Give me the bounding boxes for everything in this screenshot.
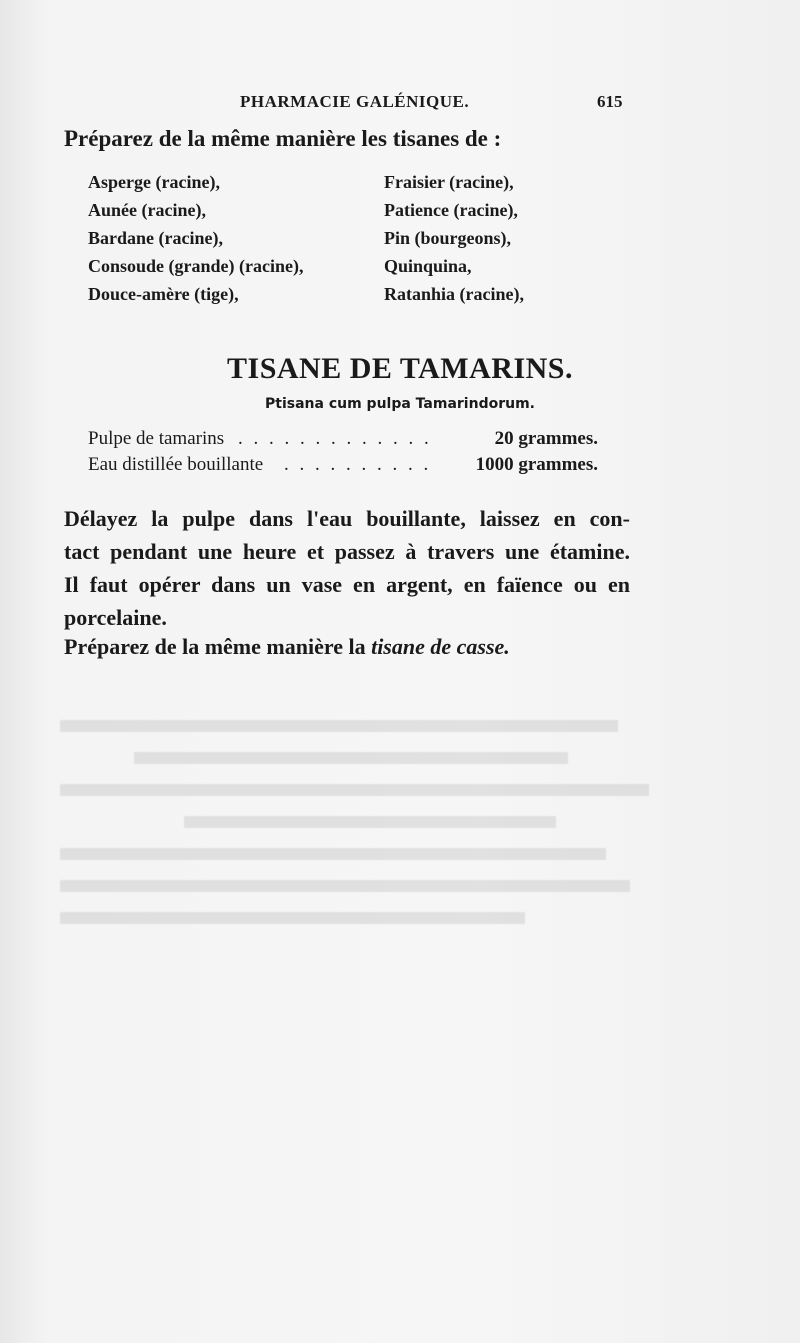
paragraph-line: Délayez la pulpe dans l'eau bouillante, laissez en con- <box>64 506 630 531</box>
list-item: Fraisier (racine), <box>384 172 514 192</box>
list-item: Patience (racine), <box>384 200 518 220</box>
tisane-list-left-column <box>88 168 303 308</box>
closing-sentence <box>64 634 510 660</box>
ingredient-name: Eau distillée bouillante <box>88 454 264 475</box>
list-item: Consoude (grande) (racine), <box>88 256 304 276</box>
list-item: Asperge (racine), <box>88 172 220 192</box>
closing-sentence-italic: tisane de casse. <box>371 634 510 659</box>
list-item: Pin (bourgeons), <box>384 228 512 248</box>
list-item: Bardane (racine), <box>88 228 223 248</box>
leader-dots: . . . . . . . . . . . . . <box>238 428 432 449</box>
section-latin-subtitle: Ptisana cum pulpa Tamarindorum. <box>265 396 535 412</box>
section-title: TISANE DE TAMARINS. <box>227 352 573 385</box>
ingredient-name: Pulpe de tamarins <box>88 428 225 449</box>
recipe-row <box>88 426 598 452</box>
list-item: Quinquina, <box>384 256 472 276</box>
paragraph-line: porcelaine. <box>64 605 167 630</box>
show-through-texture <box>60 700 680 1100</box>
recipe-ingredients <box>88 426 598 478</box>
paragraph-line: tact pendant une heure et passez à travers une étamine. <box>64 539 630 564</box>
recipe-row <box>88 452 598 478</box>
ingredient-quantity: 1000 grammes. <box>475 454 598 475</box>
list-item: Aunée (racine), <box>88 200 206 220</box>
ingredient-quantity: 20 grammes. <box>494 428 598 449</box>
paragraph-line: Il faut opérer dans un vase en argent, en faïence ou en <box>64 572 630 597</box>
list-item: Douce-amère (tige), <box>88 284 239 304</box>
page-number: 615 <box>597 92 623 111</box>
instructions-text <box>64 502 630 634</box>
intro-sentence: Préparez de la même manière les tisanes de : <box>64 126 502 151</box>
tisane-list-right-column <box>384 168 524 308</box>
list-item: Ratanhia (racine), <box>384 284 524 304</box>
leader-dots: . . . . . . . . . . <box>284 454 432 475</box>
closing-sentence-text: Préparez de la même manière la <box>64 634 372 659</box>
running-head <box>0 92 800 116</box>
running-title: PHARMACIE GALÉNIQUE. <box>240 92 470 111</box>
